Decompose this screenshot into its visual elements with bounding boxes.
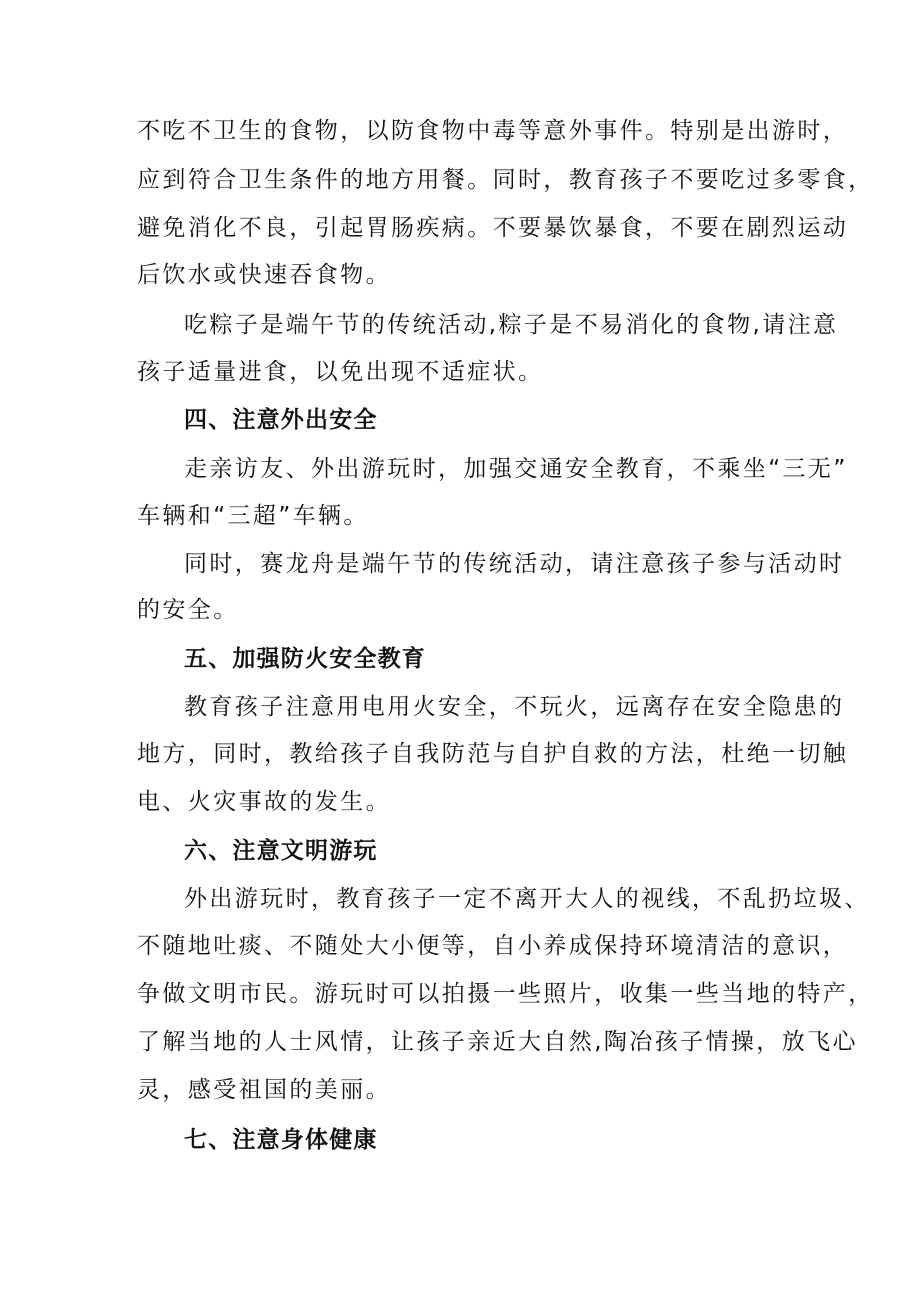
text-line: 走亲访友、外出游玩时，加强交通安全教育，不乘坐“三无” (184, 456, 848, 482)
section-heading-outing-safety: 四、注意外出安全 (184, 407, 378, 433)
text-line: 灵，感受祖国的美丽。 (137, 1077, 391, 1103)
text-line: 避免消化不良，引起胃肠疾病。不要暴饮暴食，不要在剧烈运动 (137, 215, 849, 241)
section-heading-health: 七、注意身体健康 (184, 1127, 378, 1153)
text-line: 不随地吐痰、不随处大小便等，自小养成保持环境清洁的意识， (137, 933, 849, 959)
text-line: 的安全。 (137, 597, 239, 623)
text-line: 电、火灾事故的发生。 (137, 789, 391, 815)
text-line: 同时，赛龙舟是端午节的传统活动，请注意孩子参与活动时 (184, 551, 845, 577)
text-line: 后饮水或快速吞食物。 (137, 262, 391, 288)
text-line: 孩子适量进食，以免出现不适症状。 (137, 359, 544, 385)
section-heading-fire-safety: 五、加强防火安全教育 (184, 646, 426, 672)
text-line: 吃粽子是端午节的传统活动,粽子是不易消化的食物,请注意 (184, 312, 839, 338)
text-line: 争做文明市民。游玩时可以拍摄一些照片，收集一些当地的特产， (137, 981, 874, 1007)
text-line: 了解当地的人士风情，让孩子亲近大自然,陶冶孩子情操，放飞心 (137, 1029, 858, 1055)
text-line: 外出游玩时，教育孩子一定不离开大人的视线，不乱扔垃圾、 (184, 886, 870, 912)
text-line: 教育孩子注意用电用火安全，不玩火，远离存在安全隐患的 (184, 694, 845, 720)
text-line: 地方，同时，教给孩子自我防范与自护自救的方法，杜绝一切触 (137, 741, 849, 767)
text-line: 应到符合卫生条件的地方用餐。同时，教育孩子不要吃过多零食， (137, 167, 874, 193)
section-heading-civilized-travel: 六、注意文明游玩 (184, 838, 378, 864)
text-line: 不吃不卫生的食物，以防食物中毒等意外事件。特别是出游时， (137, 118, 849, 144)
text-line: 车辆和“三超”车辆。 (137, 503, 369, 529)
